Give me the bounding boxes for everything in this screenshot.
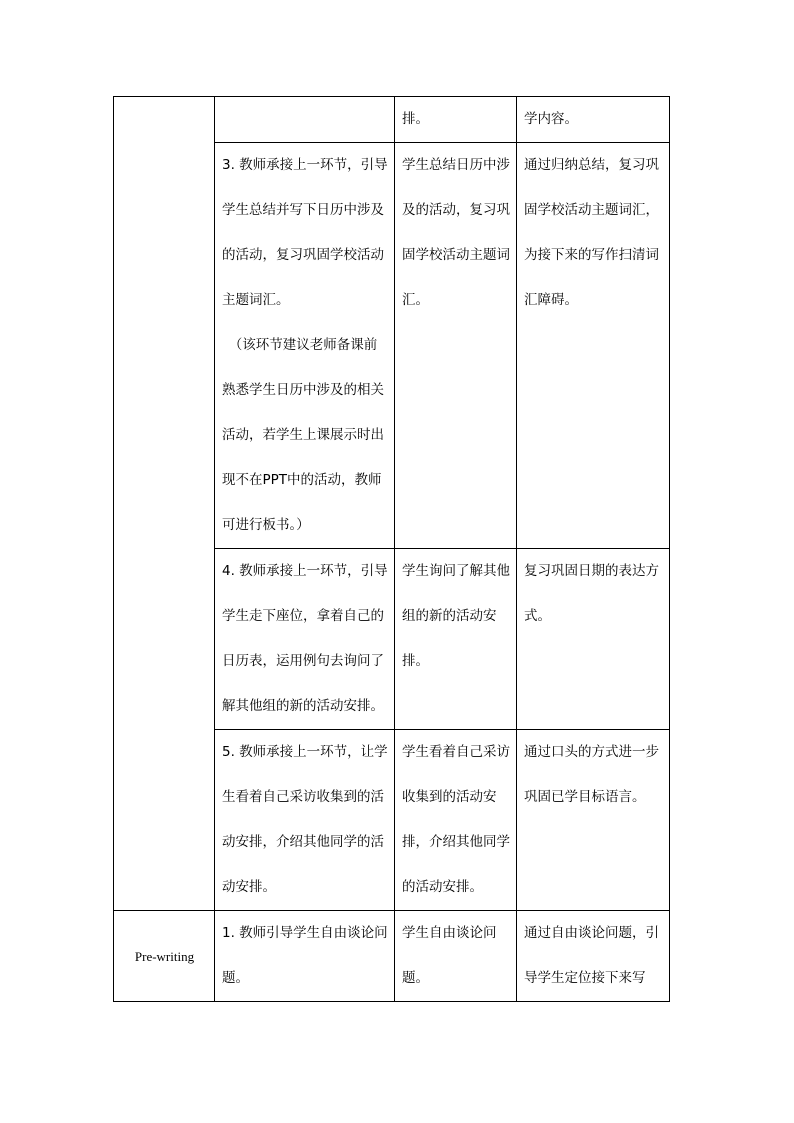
teacher-activity-cell bbox=[215, 97, 395, 143]
lesson-plan-table bbox=[113, 96, 670, 1002]
student-activity-cell: 学生看着自己采访收集到的活动安排，介绍其他同学的活动安排。 bbox=[395, 730, 517, 911]
teacher-activity-cell: 1. 教师引导学生自由谈论问题。 bbox=[215, 911, 395, 1002]
purpose-cell: 学内容。 bbox=[517, 97, 670, 143]
purpose-cell: 复习巩固日期的表达方式。 bbox=[517, 549, 670, 730]
table-row bbox=[114, 911, 670, 1002]
student-activity-cell: 学生总结日历中涉及的活动，复习巩固学校活动主题词汇。 bbox=[395, 143, 517, 549]
student-activity-cell: 排。 bbox=[395, 97, 517, 143]
teacher-note-text: （该环节建议老师备课前熟悉学生日历中涉及的相关活动，若学生上课展示时出现不在PPT中的活动，教师可进行板书。） bbox=[222, 337, 384, 533]
stage-cell: Pre-writing bbox=[114, 911, 215, 1002]
purpose-cell: 通过自由谈论问题，引导学生定位接下来写 bbox=[517, 911, 670, 1002]
student-activity-cell: 学生询问了解其他组的新的活动安排。 bbox=[395, 549, 517, 730]
student-activity-cell: 学生自由谈论问题。 bbox=[395, 911, 517, 1002]
teacher-activity-cell: 5. 教师承接上一环节，让学生看着自己采访收集到的活动安排，介绍其他同学的活动安排。 bbox=[215, 730, 395, 911]
purpose-cell: 通过口头的方式进一步巩固已学目标语言。 bbox=[517, 730, 670, 911]
teacher-activity-cell: 4. 教师承接上一环节，引导学生走下座位，拿着自己的日历表，运用例句去询问了解其他组的新的活动安排。 bbox=[215, 549, 395, 730]
teacher-activity-cell bbox=[215, 143, 395, 549]
table-row bbox=[114, 97, 670, 143]
purpose-cell: 通过归纳总结，复习巩固学校活动主题词汇，为接下来的写作扫清词汇障碍。 bbox=[517, 143, 670, 549]
stage-cell bbox=[114, 97, 215, 911]
teacher-activity-text: 3. 教师承接上一环节，引导学生总结并写下日历中涉及的活动，复习巩固学校活动主题词汇。 bbox=[222, 157, 388, 308]
